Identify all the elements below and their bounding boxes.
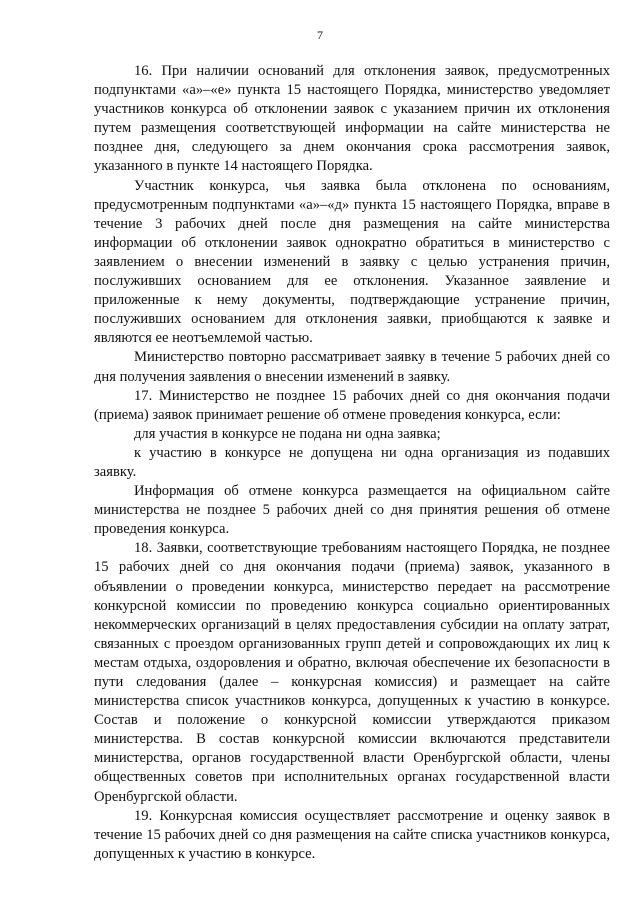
- paragraph-no-admitted: к участию в конкурсе не допущена ни одна организация из подавших заявку.: [94, 444, 610, 480]
- paragraph-no-applications: для участия в конкурсе не подана ни одна заявка;: [134, 425, 441, 442]
- paragraph-cancellation-info: Информация об отмене конкурса размещается на официальном сайте министерства не позднее 5 рабочих дней со дня принятия решения об отмене проведения конкурса.: [94, 483, 610, 538]
- paragraph-19: 19. Конкурсная комиссия осуществляет рассмотрение и оценку заявок в течение 15 рабочих дней со дня размещения на сайте списка участников конкурса, допущенных к участию в конкурсе.: [94, 807, 610, 862]
- page-number: 7: [317, 28, 323, 42]
- paragraph-17: 17. Министерство не позднее 15 рабочих дней со дня окончания подачи (приема) заявок принимает решение об отмене проведения конкурса, если:: [94, 387, 610, 423]
- paragraph-18: 18. Заявки, соответствующие требованиям настоящего Порядка, не позднее 15 рабочих дней со дня окончания подачи (приема) заявок, указанного в объявлении о проведении конкурса, министерство передает на рассмотрение конкурсной комиссии по проведению конкурса социально ориентированных некоммерческих организаций в целях предоставления субсидии на оплату затрат, связанных с проездом организованных групп детей и сопровождающих их лиц к местам отдыха, оздоровления и обратно, включая обеспечение их безопасности в пути следования (далее – конкурсная комиссия) и размещает на сайте министерства список участников конкурса, допущенных к участию в конкурсе. Состав и положение о конкурсной комиссии утверждаются приказом министерства. В состав конкурсной комиссии включаются представители министерства, органов государственной власти Оренбургской области, члены общественных советов при исполнительных органах государственной власти Оренбургской области.: [94, 540, 610, 805]
- paragraph-16: 16. При наличии оснований для отклонения заявок, предусмотренных подпунктами «а»–«е» пункта 15 настоящего Порядка, министерство уведомляет участников конкурса об отклонении заявок с указанием причин их отклонения путем размещения соответствующей информации на сайте министерства не позднее дня, следующего за днем окончания срока рассмотрения заявок, указанного в пункте 14 настоящего Порядка.: [94, 63, 610, 175]
- paragraph-rejection-appeal: Участник конкурса, чья заявка была отклонена по основаниям, предусмотренным подпунктами «а»–«д» пункта 15 настоящего Порядка, вправе в течение 3 рабочих дней после дня размещения на сайте министерства информации об отклонении заявок однократно обратиться в министерство с заявлением о внесении изменений в заявку с целью устранения причин, послуживших основанием для ее отклонения. Указанное заявление и приложенные к нему документы, подтверждающие устранение причин, послуживших основанием для отклонения заявки, приобщаются к заявке и являются ее неотъемлемой частью.: [94, 177, 610, 347]
- paragraph-reconsideration: Министерство повторно рассматривает заявку в течение 5 рабочих дней со дня получения заявления о внесении изменений в заявку.: [94, 349, 610, 385]
